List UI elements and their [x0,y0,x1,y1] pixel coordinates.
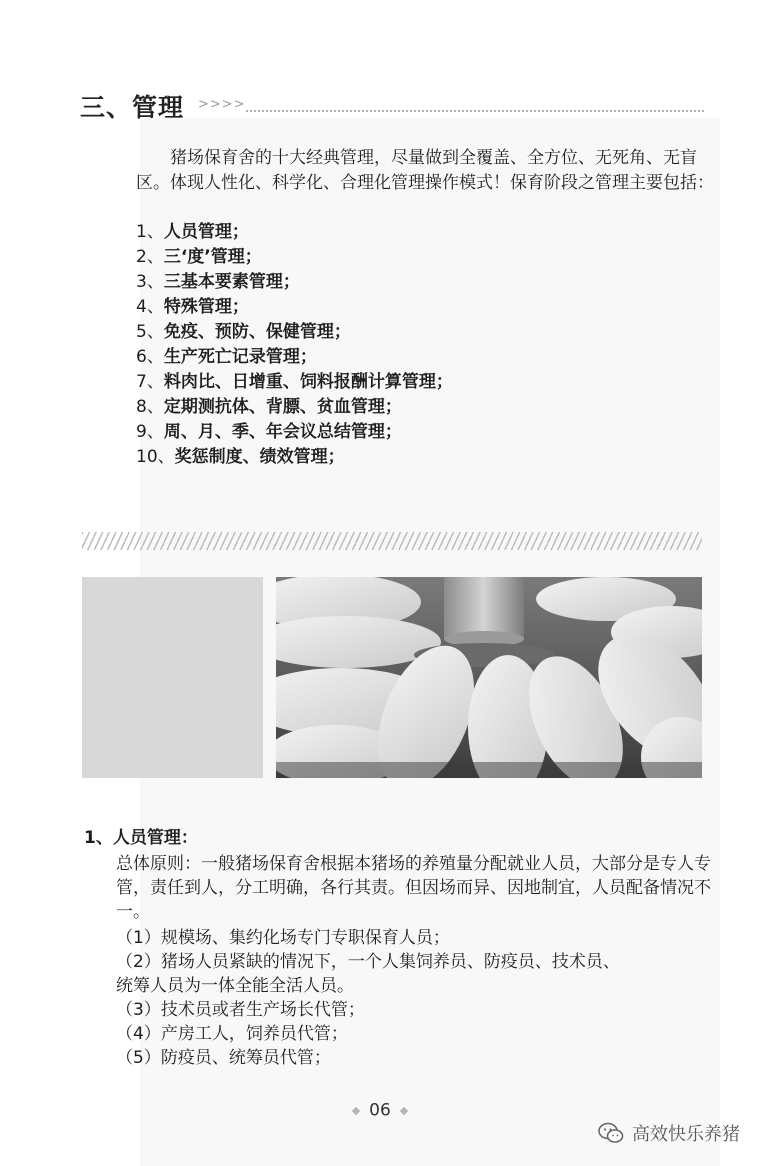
list-item [136,445,453,470]
dotted-rule [246,110,704,112]
item-text: 周、月、季、年会议总结管理； [163,422,402,442]
item-number: 1、 [136,222,164,242]
diamond-icon [352,1106,360,1114]
gray-placeholder-box [82,577,263,778]
item-text: 生产死亡记录管理； [163,347,317,367]
list-item: （5）防疫员、统筹员代管； [116,1048,331,1068]
watermark-text: 高效快乐养猪 [632,1124,740,1145]
item-text: 三‘度’管理； [163,247,262,267]
list-item [136,320,453,345]
page-number-text: 06 [369,1100,391,1121]
item-number: 2、 [136,247,164,267]
section-title: 三、管理 [80,93,185,122]
list-item: （1）规模场、集约化场专门专职保育人员； [116,928,450,948]
item-number: 3、 [136,272,164,292]
item-text: 料肉比、日增重、饲料报酬计算管理； [163,372,453,392]
item-number: 10、 [136,447,175,467]
item-text: 特殊管理； [163,297,249,317]
list-item: （3）技术员或者生产场长代管； [116,1000,365,1020]
item-number: 5、 [136,322,164,342]
intro-paragraph [136,146,716,196]
list-item [136,245,453,270]
list-item-continuation: 统筹人员为一体全能全活人员。 [116,976,354,996]
item-text: 三基本要素管理； [163,272,300,292]
management-list [136,220,453,470]
chevron-decoration: >>>> [198,97,246,112]
pig-feeder-photo [276,577,702,778]
list-item [136,220,453,245]
list-item [136,370,453,395]
item-number: 7、 [136,372,164,392]
staff-list [116,926,716,1070]
item-text: 人员管理； [163,222,249,242]
personnel-heading: 1、人员管理： [84,828,198,848]
wechat-icon [598,1122,624,1144]
item-text: 奖惩制度、绩效管理； [174,447,345,467]
item-number: 8、 [136,397,164,417]
hatched-divider [82,532,702,550]
list-item [136,295,453,320]
page-number [340,1100,420,1124]
section-header [80,88,705,122]
item-text: 定期测抗体、背膘、贫血管理； [163,397,402,417]
list-item: （4）产房工人，饲养员代管； [116,1024,348,1044]
list-item [136,420,453,445]
principle-paragraph: 总体原则：一般猪场保育舍根据本猪场的养殖量分配就业人员，大部分是专人专管，责任到人，分工明确，各行其责。但因场而异、因地制宜，人员配备情况不一。 [116,854,711,922]
list-item [136,345,453,370]
item-number: 4、 [136,297,164,317]
item-number: 6、 [136,347,164,367]
list-item [136,395,453,420]
wechat-watermark [598,1118,740,1148]
item-number: 9、 [136,422,164,442]
diamond-icon [400,1106,408,1114]
list-item [136,270,453,295]
intro-text: 猪场保育舍的十大经典管理，尽量做到全覆盖、全方位、无死角、无盲区。体现人性化、科学化、合理化管理操作模式！保育阶段之管理主要包括： [136,148,714,193]
list-item: （2）猪场人员紧缺的情况下，一个人集饲养员、防疫员、技术员、 [116,952,620,972]
item-text: 免疫、预防、保健管理； [163,322,351,342]
